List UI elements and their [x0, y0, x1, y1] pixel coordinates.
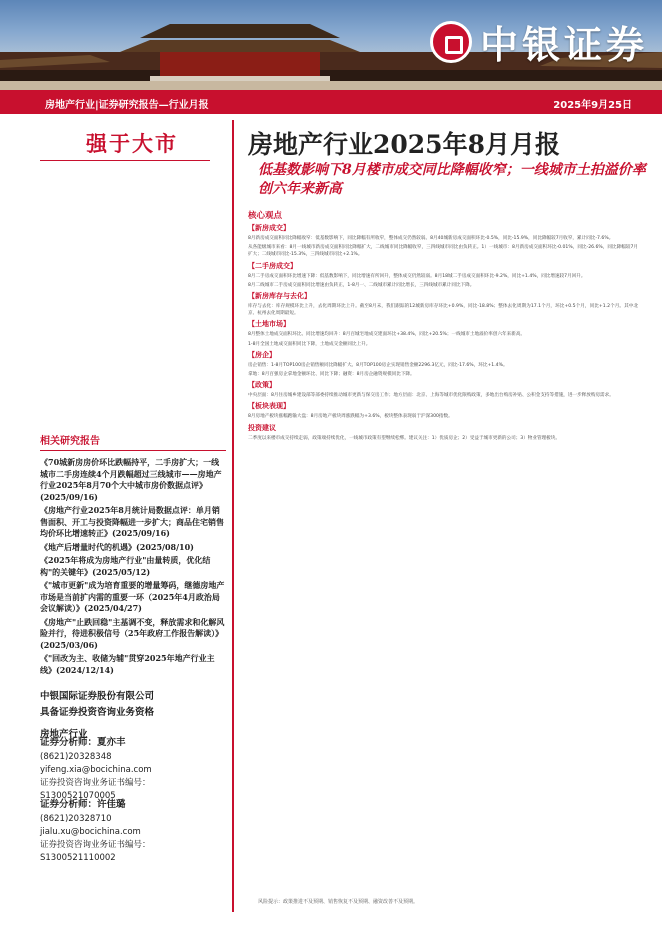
related-item[interactable]: 《房地产"止跌回稳"主基调不变，释放需求和化解风险并行，待进积极信号（25年政府工作报告解读）》(2025/03/06) [40, 616, 225, 650]
analyst-name: 证券分析师：许佳璐 [40, 799, 126, 810]
brand-name: 中银证券 [479, 23, 648, 67]
section-tag: 【板块表现】 [248, 402, 290, 411]
section-tag: 【新房成交】 [248, 224, 290, 232]
analyst-email[interactable]: yifeng.xia@bocichina.com [40, 765, 152, 775]
report-date: 2025年9月25日 [553, 100, 632, 111]
section-paragraph: 8月二手房成交面积环比增速下降：低基数影响下，同比增速有所回升，整体成交仍然较弱。8月18城二手房成交面积环比-9.2%，同比+1.4%，同比增速较7月回升。 [248, 273, 586, 279]
related-reports [40, 432, 226, 678]
related-item[interactable]: 《2025年将成为房地产行业"由量转质，优化结构"的关键年》(2025/05/12) [40, 555, 211, 577]
report-category: 房地产行业|证券研究报告—行业月报 [45, 100, 209, 111]
analyst-phone: (8621)20328710 [40, 814, 112, 824]
section-paragraph: 二季度以来楼市成交持续走弱，政策端持续优化，一线城市政策有望继续松绑。建议关注：1）优质房企；2）受益于城市更新的公司；3）物业管理板块。 [248, 435, 560, 441]
section-paragraph: 库存与去化：库存规模环比上升，去化周期环比上升。截至8月末，我们跟踪的12城新房库存环比+0.9%，同比-18.8%；整体去化周期为17.1个月，环比+0.5个月，同比+1.2个月。其中北京、杭州去化周期最短。 [248, 304, 638, 317]
section-paragraph: 房企销售：1-8月TOP100房企销售额同比降幅扩大。8月TOP100房企实现销售金额2296.3亿元，同比-17.6%，环比+1.4%。 [248, 362, 508, 368]
related-item[interactable]: 《"回改为主、收储为辅"贯穿2025年地产行业主线》(2024/12/14) [40, 653, 215, 675]
header-bar [0, 90, 662, 114]
section-tag: 投资建议 [248, 423, 276, 432]
section-paragraph: 从各能级城市来看：8月一线城市新房成交面积同比降幅扩大，二线城市同比降幅收窄，三四线城市同比由负转正。1）一线城市：8月新房成交面积环比-0.01%，同比-26.6%，同比降幅较7月扩大；二线城市同比-15.3%，三四线城市同比+2.1%。 [248, 245, 638, 258]
company-name: 中银国际证券股份有限公司 [40, 691, 155, 702]
related-heading: 相关研究报告 [40, 432, 226, 451]
analyst-email[interactable]: jialu.xu@bocichina.com [40, 827, 141, 837]
report-title: 房地产行业2025年8月月报 [248, 130, 560, 159]
related-item[interactable]: 《房地产行业2025年8月统计局数据点评：单月销售面积、开工与投资降幅进一步扩大；商品住宅销售均价环比增速转正》(2025/09/16) [40, 505, 224, 538]
section-paragraph: 8月新房成交面积同比降幅收窄：低基数影响下，同比降幅有所收窄，整体成交仍然较弱。8月40城新房成交面积环比-0.5%，同比-15.9%，同比降幅较7月收窄，累计同比-7.6%。 [248, 236, 614, 241]
brand-logo [430, 14, 648, 69]
core-heading: 核心观点 [248, 211, 283, 221]
section-tag: 【政策】 [248, 381, 276, 390]
bank-logo-icon [430, 21, 472, 63]
header-banner [0, 0, 662, 90]
section-paragraph: 8月房地产板块涨幅跑输大盘：8月房地产板块周涨跌幅为+3.6%，板块整体表现弱于沪深300指数。 [248, 414, 453, 420]
rating: 强于大市 [86, 131, 178, 156]
section-tag: 【二手房成交】 [248, 261, 297, 270]
company-qualification: 具备证券投资咨询业务资格 [40, 707, 155, 718]
analyst-license: 证券投资咨询业务证书编号：S1300521110002 [40, 840, 151, 863]
section-paragraph: 8月二线城市二手房成交面积同比增速由负转正，1-8月一、二线城市累计同比增长，三四线城市累计同比下降。 [248, 282, 475, 288]
related-item[interactable]: 《"城市更新"成为培育重要的增量筹码，继德房地产市场是当前扩内需的重要一环（2025年4月政治局会议解读）》(2025/04/27) [40, 580, 225, 613]
section-tag: 【房企】 [248, 350, 276, 359]
analyst-block [40, 736, 226, 803]
report-subtitle: 低基数影响下8月楼市成交同比降幅收窄；一线城市土拍溢价率创六年来新高 [258, 162, 646, 197]
analyst-phone: (8621)20328348 [40, 752, 112, 762]
section-tag: 【新房库存与去化】 [248, 292, 311, 301]
analyst-block [40, 798, 226, 865]
related-item[interactable]: 《70城新房房价环比跌幅持平，二手房扩大；一线城市二手房连续4个月跌幅超过三线城市——房地产行业2025年8月70个大中城市房价数据点评》(2025/09/16) [40, 457, 222, 502]
analyst-name: 证券分析师：夏亦丰 [40, 737, 126, 748]
risk-note: 风险提示：政策推进不及预期、销售恢复不及预期、融资改善不及预期。 [258, 899, 419, 905]
industry-label: 房地产行业 [40, 729, 88, 740]
sections-container [248, 223, 638, 442]
related-item[interactable]: 《地产后增量时代的机遇》(2025/08/10) [40, 541, 194, 552]
section-paragraph: 拿地：8月百强房企拿地金额环比、同比下降；融资：8月房企融资规模同比下降。 [248, 372, 415, 378]
analyst-license: 证券投资咨询业务证书编号：S1300521070005 [40, 778, 151, 801]
section-paragraph: 1-8月全国土地成交面积同比下降，土地成交金额同比上升。 [248, 341, 371, 347]
rating-divider [40, 160, 210, 161]
section-paragraph: 8月整体土地成交面积环比、同比增速均回升：8月百城宅地成交建面环比+38.4%，同比+20.5%；一线城市土地溢价率创六年来新高。 [248, 332, 526, 338]
section-paragraph: 中央层面：8月住房城乡建设部等部委持续推动城市更新与保交房工作；地方层面：北京、上海等城市优化限购政策，多地出台购房补贴、公积金支持等措施，进一步释放购房需求。 [248, 393, 614, 399]
section-tag: 【土地市场】 [248, 320, 290, 329]
core-views [248, 207, 638, 444]
company-info [40, 690, 226, 742]
column-divider [232, 120, 234, 912]
